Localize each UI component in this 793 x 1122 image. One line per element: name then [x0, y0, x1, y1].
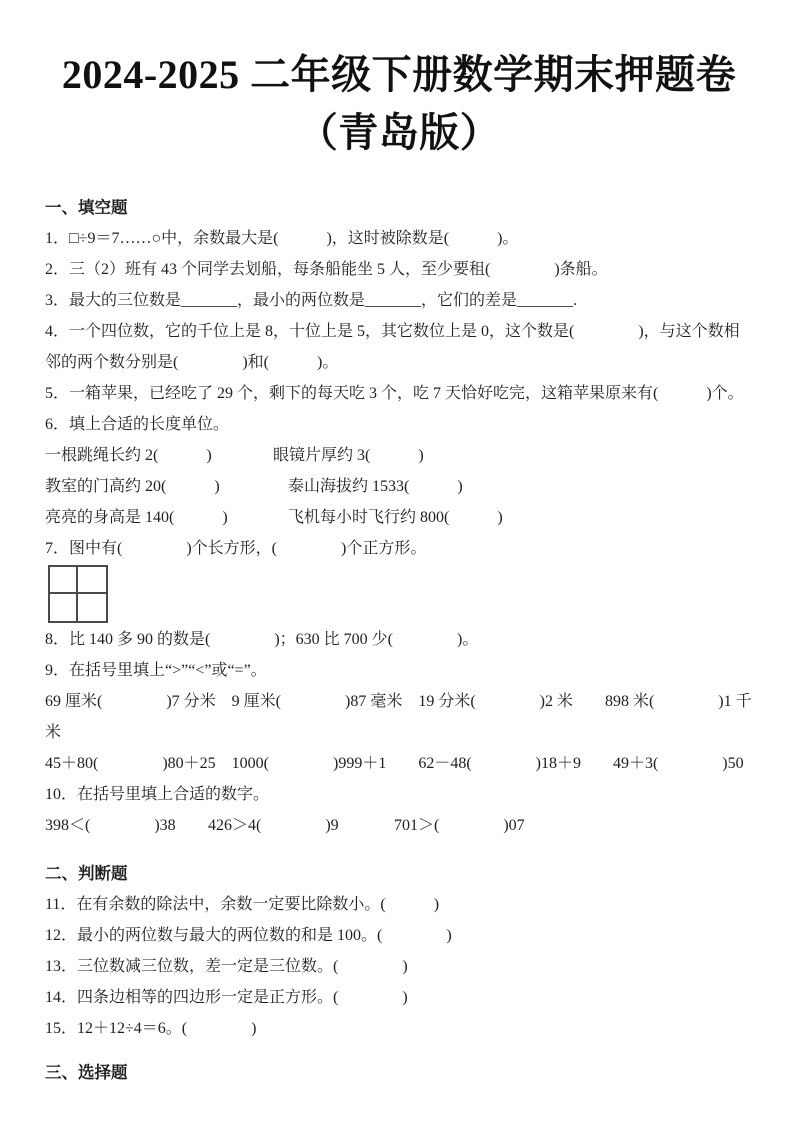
- section-1-heading: 一、填空题: [45, 198, 128, 217]
- question-9-compare-row-1-wrap: 米: [45, 724, 62, 741]
- exam-body: [45, 192, 753, 1088]
- section-gap-1: [45, 841, 753, 858]
- question-7: 7．图中有( )个长方形，( )个正方形。: [45, 540, 427, 557]
- question-6-row-3: [45, 502, 753, 533]
- question-10-row: [45, 810, 753, 841]
- question-12: 12．最小的两位数与最大的两位数的和是 100。( ): [45, 927, 452, 944]
- question-9: 9．在括号里填上“>”“<”或“=”。: [45, 662, 267, 679]
- question-4-line-2: 邻的两个数分别是( )和( )。: [45, 354, 339, 371]
- question-6-row-1: [45, 440, 753, 471]
- section-gap-2: [45, 1044, 753, 1057]
- question-6-row-2-seg-2: 泰山海拔约 1533( ): [288, 478, 463, 495]
- grid-cell: [50, 594, 78, 621]
- question-6-row-2-seg-1: 教室的门高约 20( ): [45, 478, 220, 495]
- grid-cell: [78, 594, 106, 621]
- question-10-row-seg-2: 426＞4( )9: [208, 817, 339, 834]
- exam-title-line-2: （青岛版）: [297, 110, 501, 155]
- question-9-compare-row-1: 69 厘米( )7 分米 9 厘米( )87 毫米 19 分米( )2 米 898 米( )1 千: [45, 693, 752, 710]
- question-10-row-seg-1: 398＜( )38: [45, 817, 176, 834]
- question-6-row-1-seg-2: 眼镜片厚约 3( ): [273, 447, 424, 464]
- question-4-line-1: 4．一个四位数，它的千位上是 8，十位上是 5，其它数位上是 0，这个数是( )，与这个数相: [45, 323, 740, 340]
- question-13: 13．三位数减三位数，差一定是三位数。( ): [45, 958, 408, 975]
- question-5: 5．一箱苹果，已经吃了 29 个，剩下的每天吃 3 个，吃 7 天恰好吃完，这箱苹果原来有( )个。: [45, 385, 744, 402]
- question-11: 11．在有余数的除法中，余数一定要比除数小。( ): [45, 896, 440, 913]
- section-3-heading: 三、选择题: [45, 1063, 128, 1082]
- question-1: 1．□÷9＝7……○中，余数最大是( )，这时被除数是( )。: [45, 230, 519, 247]
- question-8: 8．比 140 多 90 的数是( )；630 比 700 少( )。: [45, 631, 479, 648]
- question-6-row-3-seg-2: 飞机每小时飞行约 800( ): [288, 509, 503, 526]
- exam-title-line-1: 2024-2025 二年级下册数学期末押题卷: [61, 52, 737, 97]
- question-14: 14．四条边相等的四边形一定是正方形。( ): [45, 989, 408, 1006]
- exam-title: [45, 0, 753, 162]
- question-6-row-1-seg-1: 一根跳绳长约 2( ): [45, 447, 212, 464]
- question-6-row-2: [45, 471, 753, 502]
- grid-cell: [50, 567, 78, 594]
- question-10-row-seg-3: 701＞( )07: [394, 817, 525, 834]
- grid-cell: [78, 567, 106, 594]
- question-7-grid-figure: [48, 565, 108, 623]
- question-10: 10．在括号里填上合适的数字。: [45, 786, 270, 803]
- question-15: 15．12＋12÷4＝6。( ): [45, 1020, 257, 1037]
- question-6: 6．填上合适的长度单位。: [45, 416, 230, 433]
- section-2-heading: 二、判断题: [45, 864, 128, 883]
- question-6-row-3-seg-1: 亮亮的身高是 140( ): [45, 509, 228, 526]
- question-2: 2．三（2）班有 43 个同学去划船，每条船能坐 5 人，至少要租( )条船。: [45, 261, 608, 278]
- question-3: 3．最大的三位数是_______，最小的两位数是_______，它们的差是_______.: [45, 292, 578, 309]
- question-9-compare-row-2: 45＋80( )80＋25 1000( )999＋1 62－48( )18＋9 49＋3( )50: [45, 755, 744, 772]
